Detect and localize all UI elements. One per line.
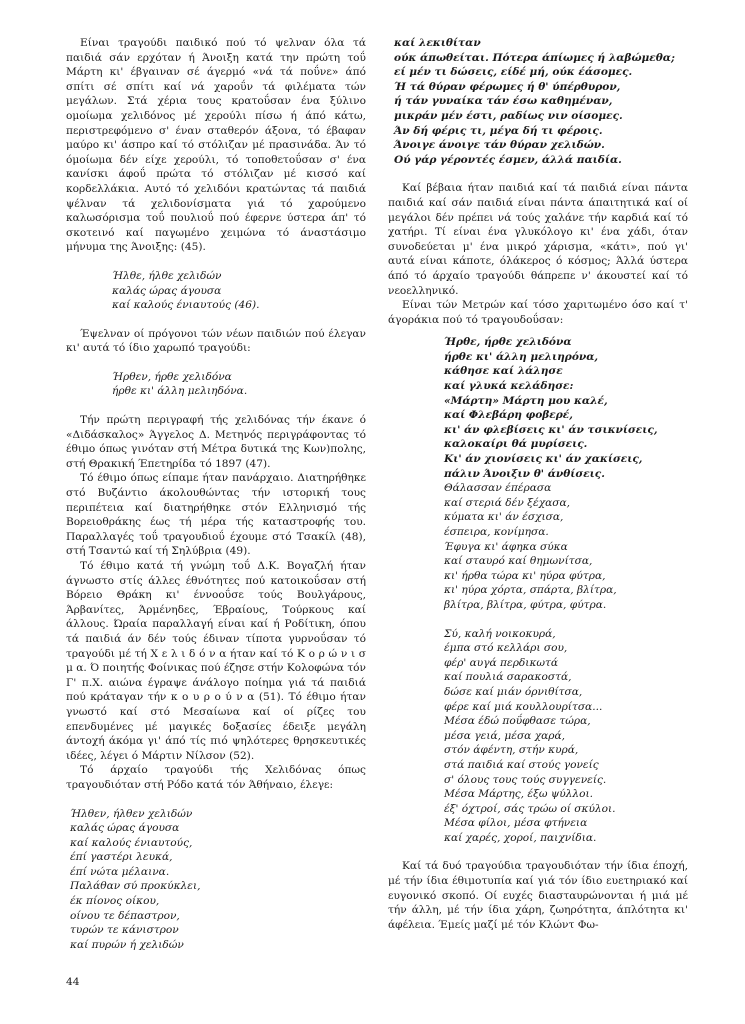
- verse-line: ούκ άπωθείται. Πότερα άπίωμες ή λαβώμεθα;: [394, 51, 675, 64]
- verse-line: έξ' όχτροί, σάς τρώω οί σκύλοι.: [444, 802, 616, 815]
- verse-line: Έφυγα κι' άφηκα σύκα: [444, 540, 568, 553]
- left-column: [66, 36, 366, 952]
- verse-line: καί σταυρό καί θημωνίτσα,: [444, 555, 593, 568]
- verse-line: κύματα κι' άν έσχισα,: [444, 511, 564, 524]
- verse-line: Ήρθε, ήρθε χελιδόνα: [444, 336, 572, 349]
- verse-line: Άνοιγε άνοιγε τάν θύραν χελιδών.: [394, 139, 605, 152]
- verse-line: ήρθε κι' άλλη μελιηρόνα,: [444, 350, 599, 363]
- paragraph: Είναι τών Μετρών καί τόσο χαριτωμένο όσο καί τ' άγοράκια πού τό τραγουδοΰσαν:: [388, 299, 688, 326]
- verse-line: κι' άν φλεβίσεις κι' άν τσικνίσεις,: [444, 423, 658, 436]
- verse-line: καί στεριά δέν ξέχασα,: [444, 496, 571, 509]
- verse-line: στόν άφέντη, στήν κυρά,: [444, 744, 579, 757]
- verse-line: μέσα γειά, μέσα χαρά,: [444, 729, 566, 742]
- paragraph: Καί βέβαια ήταν παιδιά καί τά παιδιά είναι πάντα παιδιά καί σάν παιδιά είναι πάντα άπαιτητικά καί οί μεγάλοι δέν πρέπει νά τούς χαλάνε τήν καρδιά καί τό χατήρι. Τί είναι ένα γλυκόλογο κι' ένα χάδι, όταν συνοδεύεται μ' ένα μικρό χάρισμα, «κάτι», πού γι' αυτά είναι κάποτε, όλάκερος ό κόσμος; Άλλά ύστερα άπό τό άρχαίο τραγούδι θάπρεπε ν' άκουστεί καί τό νεοελληνικό.: [388, 182, 688, 297]
- verse-line: βλίτρα, βλίτρα, φύτρα, φύτρα.: [444, 598, 607, 611]
- verse-line: καί Φλεβάρη φοβερέ,: [444, 409, 573, 422]
- verse-line: καλοκαίρι θά μυρίσεις.: [444, 438, 588, 451]
- verse-line: καί χαρές, χοροί, παιχνίδια.: [444, 831, 597, 844]
- paragraph: Είναι τραγούδι παιδικό πού τό ψελναν όλα τά παιδιά σάν ερχόταν ή Άνοιξη κατά την πρώτη τοΰ Μάρτη κι' έβγαιναν σέ άγερμό «νά τά ποΰνε» άπό σπίτι σέ σπίτι καί νά χαροΰν τά φιλέματα τών μεγάλων. Στά χέρια τους κρατοΰσαν ένα ξύλινο ομοίωμα χελιδόνος μέ χερούλι πίσω ή άπό κάτω, περιστρεφόμενο σ' έναν σταθερόν άξονα, τό έβαφαν μαύρο κι' άσπρο καί τό στόλιζαν μέ πρασινάδα. Άν τό όμοίωμα δέν είχε χερούλι, τό τοποθετοΰσαν σ' ένα κανίσκι άφοΰ πρώτα τό στόλιζαν μέ κισσό καί κορδελλάκια. Αυτό τό χελιδόνι κρατώντας τά παιδιά ψέλναν τά χελιδονίσματα γιά τό χαρούμενο καλωσόρισμα τοΰ πουλιοΰ πού έφερνε ύστερα άπ' τό σκοτεινό καί παγωμένο χειμώνα τό άναστάσιμο μήνυμα της Άνοιξης: (45).: [66, 37, 366, 254]
- verse-line: πάλιν Άνοιξιν θ' άνθίσεις.: [444, 467, 605, 480]
- verse-line: Θάλασσαν έπέρασα: [444, 482, 552, 495]
- verse-excerpt: [444, 481, 688, 612]
- paragraph: Τήν πρώτη περιγραφή τής χελιδόνας τήν έκανε ό «Διδάσκαλος» Άγγελος Δ. Μετηνός περιγράφοντας τό έθιμο όπως γινόταν στή Μέτρα δυτικά της Κων)πολης, στή Θρακική Έπετηρίδα τό 1897 (47).: [66, 414, 366, 470]
- page-number: 44: [66, 976, 80, 988]
- verse-line: μικράν μέν έστι, ραδίως νιν οίσομες.: [394, 109, 623, 122]
- verse-line: εί μέν τι δώσεις, είδέ μή, ούκ έάσομες.: [394, 66, 633, 79]
- right-column: [388, 36, 688, 932]
- verse-line: καί πουλιά σαρακοστά,: [444, 671, 572, 684]
- verse-line: καί καλούς ένιαυτούς (46).: [112, 299, 260, 312]
- verse-line: δώσε καί μιάν όρνιθίτσα,: [444, 685, 583, 698]
- verse-line: Κι' άν χιονίσεις κι' άν χακίσεις,: [444, 453, 643, 466]
- verse-excerpt: [112, 269, 366, 313]
- verse-line: Ήρθεν, ήρθε χελιδόνα: [112, 370, 232, 383]
- verse-line: Άν δή φέρις τι, μέγα δή τι φέροις.: [394, 124, 603, 137]
- verse-excerpt: [444, 627, 688, 846]
- verse-excerpt: [112, 370, 366, 399]
- verse-excerpt: [70, 807, 366, 953]
- verse-line: καλάς ώρας άγουσα: [112, 284, 222, 297]
- verse-line: κι' ηύρα χόρτα, σπάρτα, βλίτρα,: [444, 584, 617, 597]
- verse-excerpt: [394, 36, 688, 167]
- verse-line: τυρών τε κάνιστρον: [70, 924, 179, 937]
- paragraph: Τό έθιμο όπως είπαμε ήταν πανάρχαιο. Διατηρήθηκε στό Βυζάντιο άκολουθώντας τήν ιστορική τους περιπέτεια καί διατηρήθηκε στόν Ελληνισμό τής Βορειοθράκης έως τή μέρα τής καταστροφής του. Παραλλαγές τοΰ τραγουδιοΰ έχουμε στό Τσακίλ (48), στή Τσαντώ καί τή Σηλύβρια (49).: [66, 472, 366, 558]
- verse-line: καί λεκιθίταν: [394, 37, 481, 49]
- verse-line: Μέσα έδώ ποΰφθασε τώρα,: [444, 715, 591, 728]
- verse-line: κι' ήρθα τώρα κι' ηύρα φύτρα,: [444, 569, 606, 582]
- verse-line: έσπειρα, κονίμησα.: [444, 526, 549, 538]
- verse-line: Μέσα φίλοι, μέσα φτήνεια: [444, 817, 588, 830]
- verse-line: Παλάθαν σύ προκύκλει,: [70, 880, 201, 893]
- verse-line: στά παιδιά καί στούς γονείς: [444, 758, 599, 771]
- verse-line: έπί γαστέρι λευκά,: [70, 851, 173, 864]
- verse-line: «Μάρτη» Μάρτη μου καλέ,: [444, 394, 608, 407]
- verse-line: καί καλούς ένιαυτούς,: [70, 836, 193, 849]
- paragraph: Καί τά δυό τραγούδια τραγουδιόταν τήν ίδια έποχή, μέ τήν ίδια έθιμοτυπία καί γιά τόν ίδιο ευετηριακό καί ευγονικό σκοπό. Οί ευχές διασταυρώνονται ή μιά μέ τήν άλλη, μέ τήν ίδια χάρη, ζωηρότητα, άπλότητα κι' άφέλεια. Έμείς μαζί μέ τόν Κλώντ Φω-: [388, 860, 688, 931]
- verse-line: Ού γάρ γέροντές έσμεν, άλλά παιδία.: [394, 153, 622, 166]
- verse-line: καλάς ώρας άγουσα: [70, 822, 180, 835]
- verse-line: ή τάν γυναίκα τάν έσω καθημέναν,: [394, 95, 613, 108]
- paragraph: Τό άρχαίο τραγούδι τής Χελιδόνας όπως τραγουδιόταν στή Ρόδο κατά τόν Άθήναιο, έλεγε:: [66, 764, 366, 791]
- paragraph: Τό έθιμο κατά τή γνώμη τοΰ Δ.Κ. Βογαζλή ήταν άγνωστο στίς άλλες έθνότητες πού κατοικοΰσαν στή Βόρειο Θράκη κι' έννοοΰσε τούς Βουλγάρους, Άρβανίτες, Άρμένηδες, Έβραίους, Τούρκους καί άλλους. Ώραία παραλλαγή είναι καί ή Ροδίτικη, όπου τά παιδιά άν δέν τούς έδιναν τίποτα γυρνοΰσαν τό τραγούδι μέ τή Χ ε λ ι δ ό ν α ήταν καί τό Κ ο ρ ώ ν ι σ μ α. Ό ποιητής Φοίνικας πού έζησε στήν Κολοφώνα τόν Γ' π.Χ. αιώνα έγραψε άνάλογο ποίημα γιά τά παιδιά πού κράταγαν τήν κ ο υ ρ ο ύ ν α (51). Τό έθιμο ήταν γνωστό καί στό Μεσαίωνα καί οί ρίζες του επενδυμένες μέ μαγικές δοξασίες έδειξε μεγάλη άντοχή άκόμα γι' άπό τίς πιό ψηλότερες θρησκευτικές ιδέες, λέγει ό Μάρτιν Νίλσον (52).: [66, 560, 366, 762]
- verse-line: Ήλθεν, ήλθεν χελιδών: [70, 807, 193, 820]
- verse-line: ήρθε κι' άλλη μελιηδόνα.: [112, 385, 248, 398]
- verse-line: σ' όλους τους τούς συγγενείς.: [444, 773, 607, 786]
- verse-line: Ήλθε, ήλθε χελιδών: [112, 269, 222, 282]
- verse-line: έκ πίονος οίκου,: [70, 895, 160, 908]
- verse-line: Μέσα Μάρτης, έξω ψύλλοι.: [444, 788, 593, 801]
- verse-excerpt: [444, 335, 688, 481]
- verse-line: Σύ, καλή νοικοκυρά,: [444, 627, 556, 640]
- verse-line: έμπα στό κελλάρι σου,: [444, 642, 568, 655]
- verse-line: φέρ' αυγά περδικωτά: [444, 656, 559, 669]
- verse-line: Ή τά θύραν φέρωμες ή θ' ύπέρθυρον,: [394, 80, 621, 93]
- verse-line: έπί νώτα μέλαινα.: [70, 865, 170, 878]
- paragraph: Έψελναν οί πρόγονοι τών νέων παιδιών πού έλεγαν κι' αυτά τό ίδιο χαρωπό τραγούδι:: [66, 327, 366, 355]
- verse-line: καί πυρών ή χελιδών: [70, 938, 184, 951]
- verse-line: οίνου τε δέπαστρον,: [70, 909, 180, 922]
- verse-line: καί γλυκά κελάδησε:: [444, 380, 574, 393]
- verse-line: κάθησε καί λάλησε: [444, 365, 563, 378]
- verse-line: φέρε καί μιά κουλλουρίτσα...: [444, 700, 603, 713]
